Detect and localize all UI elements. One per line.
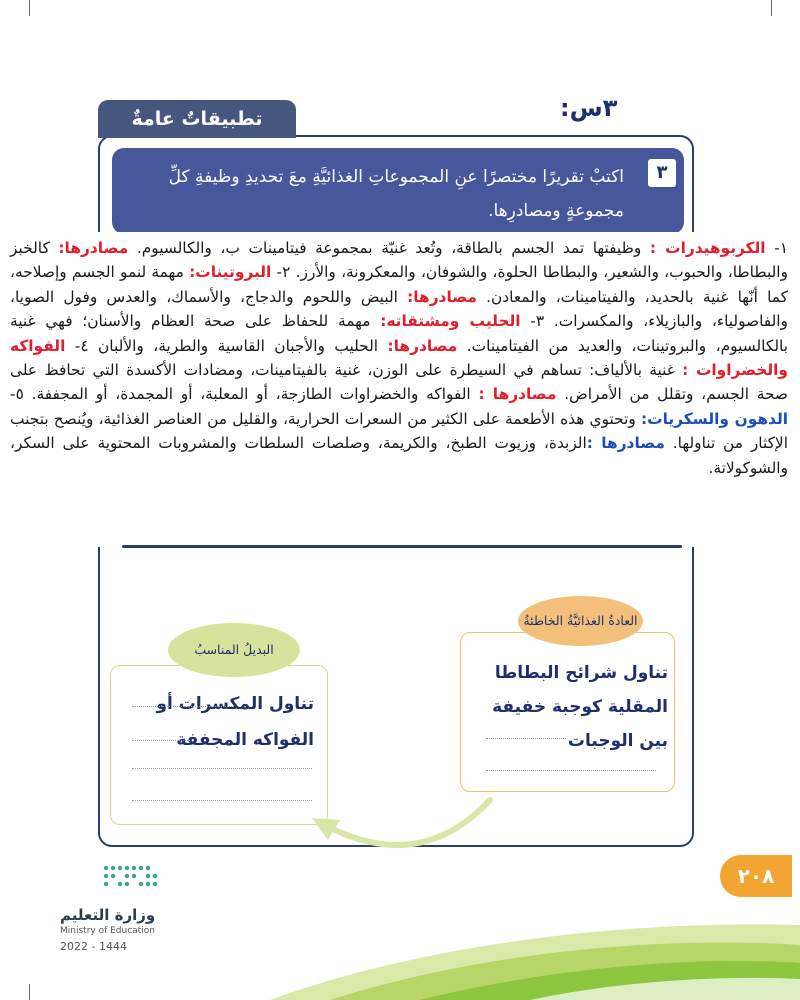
- item-5-sources-label: مصادرها :: [586, 434, 665, 453]
- alternative-text: تناول المكسرات أو الفواكه المجففة: [156, 694, 314, 750]
- item-4-title: الفواكه والخضراوات :: [10, 336, 788, 380]
- item-2-body: مهمة لنمو الجسم وإصلاحه، كما أنّها غنية بالحديد، والفيتامينات، والمعادن.: [10, 263, 788, 306]
- item-4-number: ٤-: [65, 336, 89, 355]
- item-1-body: وظيفتها تمد الجسم بالطاقة، وتُعد غنيّة بمجموعة فيتامينات ب، والكالسيوم.: [128, 239, 650, 257]
- item-2-number: ٢-: [271, 263, 291, 282]
- item-2-sources: البيض واللحوم والدجاج، والأسماك، والعدس وفول الصويا، والفاصولياء، والبازيلاء، والمكسرات.: [10, 287, 788, 331]
- task-number: ٣: [648, 159, 676, 187]
- item-5-body: وتحتوي هذه الأطعمة على الكثير من السعرات الحرارية، والقليل من العناصر الغذائية، ويُنصح بتجنب الإكثار من تناولها.: [10, 409, 788, 453]
- item-4-sources: الفواكه والخضراوات الطازجة، أو المعلبة، أو المجمدة، أو المجففة.: [23, 385, 479, 404]
- alternative-title: البديلُ المناسبُ: [168, 623, 300, 677]
- dotted-line: [486, 738, 566, 739]
- ministry-logo-icon: [100, 860, 164, 894]
- dotted-line: [132, 740, 190, 741]
- item-1-sources: كالخبز والبطاطا، والحبوب، والشعير، والبطاطا الحلوة، والشوفان، والمعكرونة، والأرز.: [10, 239, 788, 282]
- item-3-number: ٣-: [520, 312, 545, 331]
- section-tab: تطبيقاتٌ عامةٌ: [98, 100, 296, 138]
- item-2-title: البروتينات:: [189, 263, 272, 282]
- item-3-body: مهمة للحفاظ على صحة العظام والأسنان؛ فهي غنية بالكالسيوم، والبروتينات، والعديد من الفيتامينات.: [10, 312, 788, 355]
- ministry-name-arabic: وزارة التعليم: [60, 906, 156, 924]
- curved-arrow-icon: [300, 780, 500, 870]
- item-1-title: الكربوهيدرات :: [649, 239, 766, 257]
- item-3-title: الحليب ومشتقاته:: [380, 312, 521, 331]
- dotted-line: [132, 706, 232, 707]
- item-4-body: غنية بالألياف: تساهم في السيطرة على الوزن، غنية بالفيتامينات، ومضادات الأكسدة التي تحافظ على صحة الجسم، وتقلل من الأمراض.: [10, 361, 788, 404]
- decorative-swoosh-icon: [270, 915, 800, 1000]
- item-5-number: ٥-: [10, 385, 24, 404]
- item-3-sources: الحليب والأجبان القاسية والطرية، والألبان: [88, 336, 388, 355]
- wrong-habit-text: تناول شرائح البطاطا المقلية كوجبة خفيفة بين الوجبات: [492, 663, 668, 751]
- dotted-line: [132, 800, 312, 801]
- task-box: [112, 148, 684, 234]
- ministry-name-english: Ministry of Education: [60, 926, 155, 936]
- answer-text: [6, 232, 792, 547]
- item-2-sources-label: مصادرها:: [407, 287, 477, 306]
- item-3-sources-label: مصادرها:: [387, 336, 458, 355]
- item-4-sources-label: مصادرها :: [478, 385, 557, 404]
- question-label: ٣س:: [560, 94, 618, 122]
- task-box-bottom-edge: [122, 545, 682, 548]
- item-1-sources-label: مصادرها:: [58, 239, 129, 257]
- item-5-title: الدهون والسكريات:: [640, 409, 788, 428]
- item-5-sources: الزبدة، وزيوت الطبخ، والكريمة، وصلصات السلطات والمشروبات المحتوية على السكر، والشوكولاتة.: [10, 434, 788, 477]
- wrong-habit-title: العادةُ الغذائيَّةُ الخاطئةُ: [518, 596, 643, 646]
- dotted-line: [486, 770, 656, 771]
- page-number: ٢٠٨: [720, 855, 792, 897]
- dotted-line: [132, 768, 312, 769]
- task-text: اكتبْ تقريرًا مختصرًا عنِ المجموعاتِ الغذائيَّةِ معَ تحديدِ وظيفةِ كلِّ مجموعةٍ ومصادرِها.: [168, 167, 624, 221]
- ministry-year: 2022 - 1444: [60, 940, 127, 953]
- item-1-number: ١-: [765, 239, 789, 257]
